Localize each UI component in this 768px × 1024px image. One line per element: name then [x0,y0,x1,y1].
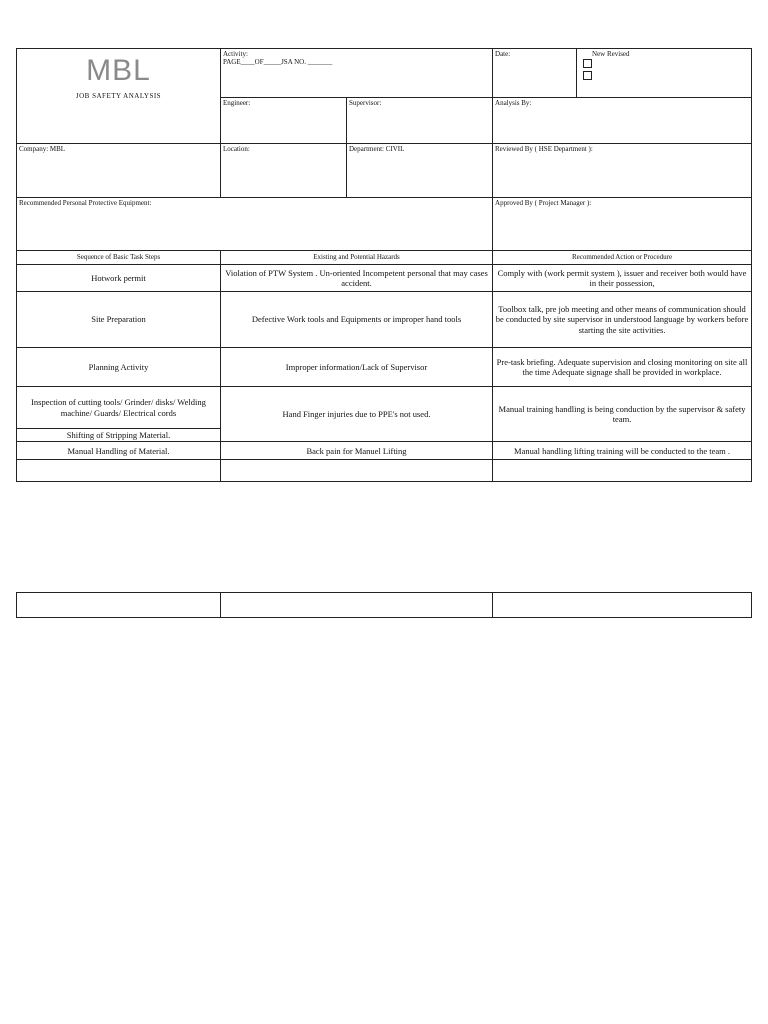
analysis-by-label: Analysis By: [495,99,532,107]
task-hazard: Defective Work tools and Equipments or improper hand tools [221,292,493,348]
revised-checkbox[interactable] [583,71,592,80]
col-header-steps: Sequence of Basic Task Steps [17,251,221,265]
location-field[interactable] [221,144,347,198]
reviewed-by-field[interactable] [493,144,752,198]
task-step: Planning Activity [17,348,221,387]
task-step: Hotwork permit [17,265,221,292]
table-row-empty [17,460,752,482]
empty-cell[interactable] [221,593,493,618]
task-step: Inspection of cutting tools/ Grinder/ disks/ Welding machine/ Guards/ Electrical cords [17,387,221,429]
approved-by-field[interactable] [493,198,752,251]
department-field[interactable] [347,144,493,198]
form-title: JOB SAFETY ANALYSIS [75,92,162,100]
analysis-by-field[interactable] [493,98,752,144]
company-label: Company: MBL [19,145,66,153]
task-hazard: Hand Finger injuries due to PPE's not used. [221,387,493,442]
page-jsa-line: PAGE____OF_____JSA NO. _______ [223,58,333,67]
task-action: Pre-task briefing. Adequate supervision and closing monitoring on site all the time Adequate signage shall be provided in workplace. [493,348,752,387]
table-row-empty [17,593,752,618]
table-row [17,387,752,429]
company-field[interactable] [17,144,221,198]
empty-cell[interactable] [17,593,221,618]
activity-label: Activity: [223,50,248,58]
engineer-label: Engineer: [223,99,251,107]
table-row [17,442,752,460]
table-row [17,265,752,292]
date-label: Date: [495,50,511,58]
task-action: Manual handling lifting training will be conducted to the team . [493,442,752,460]
continuation-table [16,592,752,618]
task-hazard: Violation of PTW System . Un-oriented Incompetent personal that may cases accident. [221,265,493,292]
col-header-actions: Recommended Action or Procedure [493,251,752,265]
location-label: Location: [223,145,250,153]
task-action: Comply with (work permit system ), issuer and receiver both would have in their possession, [493,265,752,292]
task-step: Manual Handling of Material. [17,442,221,460]
company-logo: MBL [86,54,151,87]
table-row [17,348,752,387]
date-field[interactable] [493,49,577,98]
task-hazard: Improper information/Lack of Supervisor [221,348,493,387]
task-hazard: Back pain for Manuel Lifting [221,442,493,460]
approved-by-label: Approved By ( Project Manager ): [495,199,592,207]
empty-cell[interactable] [221,460,493,482]
new-revised-label: New Revised [592,50,630,58]
task-step: Shifting of Stripping Material. [17,429,221,442]
department-label: Department: CIVIL [349,145,405,153]
table-row [17,292,752,348]
supervisor-label: Supervisor: [349,99,382,107]
reviewed-by-label: Reviewed By ( HSE Department ): [495,145,593,153]
task-action: Manual training handling is being conduction by the supervisor & safety team. [493,387,752,442]
empty-cell[interactable] [17,460,221,482]
task-step: Site Preparation [17,292,221,348]
logo-cell [17,49,221,144]
empty-cell[interactable] [493,593,752,618]
jsa-form [16,48,752,482]
new-revised-cell [577,49,752,98]
empty-cell[interactable] [493,460,752,482]
col-header-hazards: Existing and Potential Hazards [221,251,493,265]
engineer-field[interactable] [221,98,347,144]
activity-field[interactable] [221,49,493,98]
supervisor-field[interactable] [347,98,493,144]
task-action: Toolbox talk, pre job meeting and other means of communication should be conducted by site supervisor in understood language by workers before starting the site activities. [493,292,752,348]
ppe-field[interactable] [17,198,493,251]
new-checkbox[interactable] [583,59,592,68]
ppe-label: Recommended Personal Protective Equipment: [19,199,152,207]
